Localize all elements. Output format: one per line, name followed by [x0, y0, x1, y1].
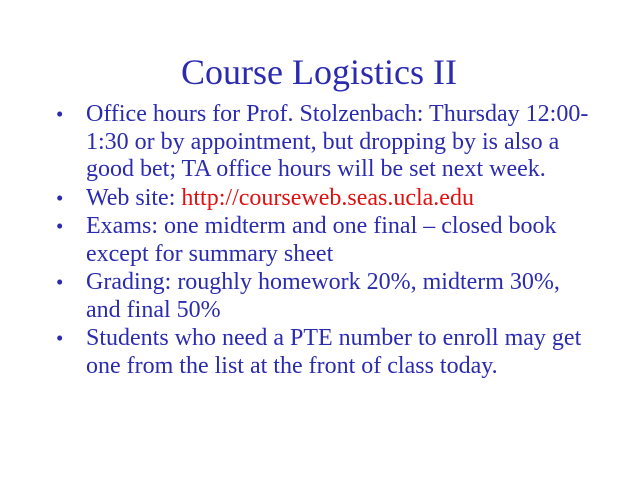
bullet-list — [56, 101, 596, 381]
bullet-text: Office hours for Prof. Stolzenbach: Thursday 12:00-1:30 or by appointment, but dropping by is also a good bet; TA office hours will be set next week. — [86, 101, 589, 182]
bullet-grading — [56, 269, 596, 324]
bullet-text: Students who need a PTE number to enroll may get one from the list at the front of class today. — [86, 325, 582, 379]
slide-title: Course Logistics II — [181, 52, 457, 92]
bullet-dot-icon: • — [56, 185, 64, 210]
bullet-exams — [56, 213, 596, 268]
bullet-pte-number — [56, 325, 596, 380]
bullet-office-hours — [56, 101, 596, 184]
bullet-text: Web site: — [86, 184, 182, 211]
bullet-dot-icon: • — [56, 214, 64, 238]
bullet-text: Exams: one midterm and one final – closed book except for summary sheet — [86, 213, 557, 267]
bullet-dot-icon: • — [56, 270, 64, 294]
course-website-link[interactable]: http://courseweb.seas.ucla.edu — [181, 184, 474, 211]
bullet-dot-icon: • — [56, 102, 64, 126]
bullet-text: Grading: roughly homework 20%, midterm 30%, and final 50% — [86, 269, 560, 323]
bullet-dot-icon: • — [56, 326, 64, 350]
bullet-web-site — [56, 185, 596, 213]
